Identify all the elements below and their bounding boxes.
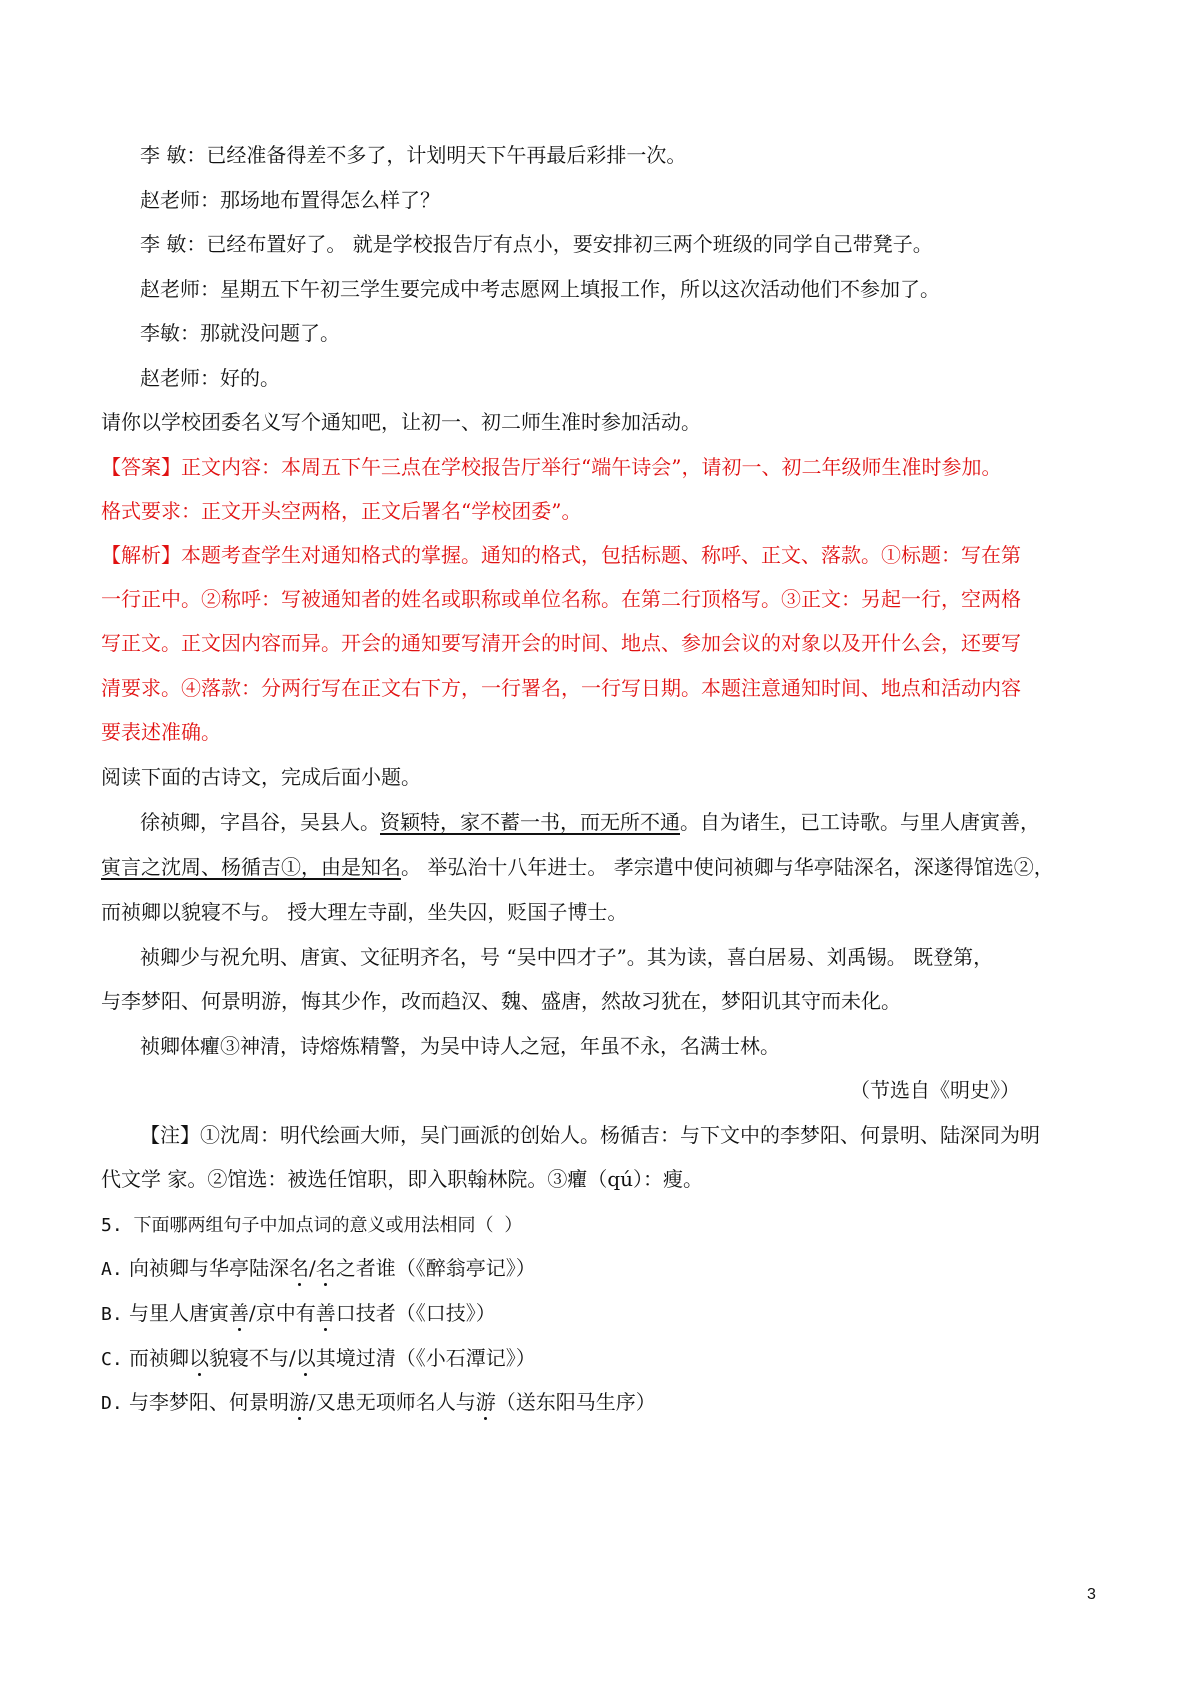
- option-b: [101, 1298, 496, 1330]
- option-text: 向祯卿与华亭陆深: [122, 1256, 290, 1280]
- option-label: B.: [101, 1304, 123, 1325]
- option-text: 口技者（《口技》）: [335, 1301, 496, 1325]
- dotted-word: 游: [475, 1390, 496, 1414]
- option-label: D.: [101, 1393, 123, 1414]
- option-text: 其境过清（《小石潭记》）: [315, 1346, 536, 1370]
- passage-line: 与李梦阳、何景明游，悔其少作，改而趋汉、魏、盛唐，然故习犹在，梦阳讥其守而未化。: [101, 989, 901, 1013]
- option-text: 与李梦阳、何景明: [122, 1390, 290, 1414]
- passage-line: [101, 852, 1054, 882]
- question-stem: [101, 1209, 522, 1241]
- dotted-word: 善: [315, 1301, 336, 1325]
- analysis-line: 写正文。正文因内容而异。开会的通知要写清开会的时间、地点、参加会议的对象以及开什么会，还要写: [101, 631, 1021, 655]
- answer-format-line: 格式要求：正文开头空两格，正文后署名“学校团委”。: [101, 499, 582, 523]
- dotted-word: 以: [295, 1346, 316, 1370]
- dialogue-line: 李 敏：已经准备得差不多了，计划明天下午再最后彩排一次。: [140, 143, 687, 167]
- underlined-sentence: 寅言之沈周、杨循吉①，由是知名: [101, 855, 401, 879]
- dialogue-line: 李 敏：已经布置好了。 就是学校报告厅有点小，要安排初三两个班级的同学自己带凳子。: [140, 232, 933, 256]
- note-line: 【注】①沈周：明代绘画大师，吴门画派的创始人。杨循吉：与下文中的李梦阳、何景明、陆深同为明: [140, 1123, 1040, 1147]
- passage-text: 徐祯卿，字昌谷，吴县人。: [140, 810, 380, 834]
- analysis-line: 要表述准确。: [101, 720, 221, 744]
- dotted-word: 名: [315, 1256, 336, 1280]
- answer-line: 【答案】正文内容：本周五下午三点在学校报告厅举行“端午诗会”，请初一、初二年级师生准时参加。: [101, 455, 1002, 479]
- dialogue-line: 赵老师：那场地布置得怎么样了？: [140, 188, 440, 212]
- passage-line: [140, 807, 1040, 837]
- option-label: C.: [101, 1349, 123, 1370]
- underlined-sentence: 资颖特，家不蓄一书，而无所不通: [380, 810, 680, 834]
- option-text: 而祯卿: [122, 1346, 190, 1370]
- option-text: /京中有: [249, 1301, 316, 1325]
- dotted-word: 善: [229, 1301, 250, 1325]
- note-line: 代文学 家。②馆选：被选任馆职，即入职翰林院。③癯（qú）：瘦。: [101, 1167, 704, 1191]
- option-text: /又患无项师名人与: [309, 1390, 476, 1414]
- option-c: [101, 1343, 536, 1375]
- passage-source: （节选自《明史》）: [850, 1078, 1020, 1102]
- passage-line: 祯卿少与祝允明、唐寅、文征明齐名，号 “吴中四才子”。其为读，喜白居易、刘禹锡。 既登第，: [140, 945, 994, 969]
- question-text: 5. 下面哪两组句子中加点词的意义或用法相同（ ）: [101, 1215, 523, 1236]
- passage-text: 。自为诸生，已工诗歌。与里人唐寅善，: [680, 810, 1040, 834]
- passage-text: 。 举弘治十八年进士。 孝宗遣中使问祯卿与华亭陆深名，深遂得馆选②，: [401, 855, 1054, 879]
- option-d: [101, 1387, 656, 1419]
- analysis-line: 一行正中。②称呼：写被通知者的姓名或职称或单位名称。在第二行顶格写。③正文：另起一行，空两格: [101, 587, 1021, 611]
- option-text: 貌寝不与/: [209, 1346, 296, 1370]
- page-number: 3: [1087, 1586, 1096, 1603]
- analysis-line: 清要求。④落款：分两行写在正文右下方，一行署名，一行写日期。本题注意通知时间、地点和活动内容: [101, 676, 1021, 700]
- reading-intro: 阅读下面的古诗文，完成后面小题。: [101, 765, 421, 789]
- option-text: 之者谁（《醉翁亭记》）: [335, 1256, 536, 1280]
- option-a: [101, 1253, 536, 1285]
- option-text: （送东阳马生序）: [495, 1390, 656, 1414]
- option-text: /: [309, 1256, 316, 1280]
- option-text: 与里人唐寅: [122, 1301, 230, 1325]
- writing-task: 请你以学校团委名义写个通知吧，让初一、初二师生准时参加活动。: [101, 410, 701, 434]
- passage-line: 祯卿体癯③神清，诗熔炼精警，为吴中诗人之冠，年虽不永，名满士林。: [140, 1034, 780, 1058]
- analysis-line: 【解析】本题考查学生对通知格式的掌握。通知的格式，包括标题、称呼、正文、落款。①标题：写在第: [101, 543, 1021, 567]
- dotted-word: 名: [289, 1256, 310, 1280]
- dialogue-line: 李敏：那就没问题了。: [140, 321, 340, 345]
- option-label: A.: [101, 1259, 123, 1280]
- passage-line: 而祯卿以貌寝不与。 授大理左寺副，坐失囚，贬国子博士。: [101, 900, 628, 924]
- dialogue-line: 赵老师：好的。: [140, 366, 280, 390]
- dotted-word: 以: [189, 1346, 210, 1370]
- dotted-word: 游: [289, 1390, 310, 1414]
- dialogue-line: 赵老师：星期五下午初三学生要完成中考志愿网上填报工作，所以这次活动他们不参加了。: [140, 277, 940, 301]
